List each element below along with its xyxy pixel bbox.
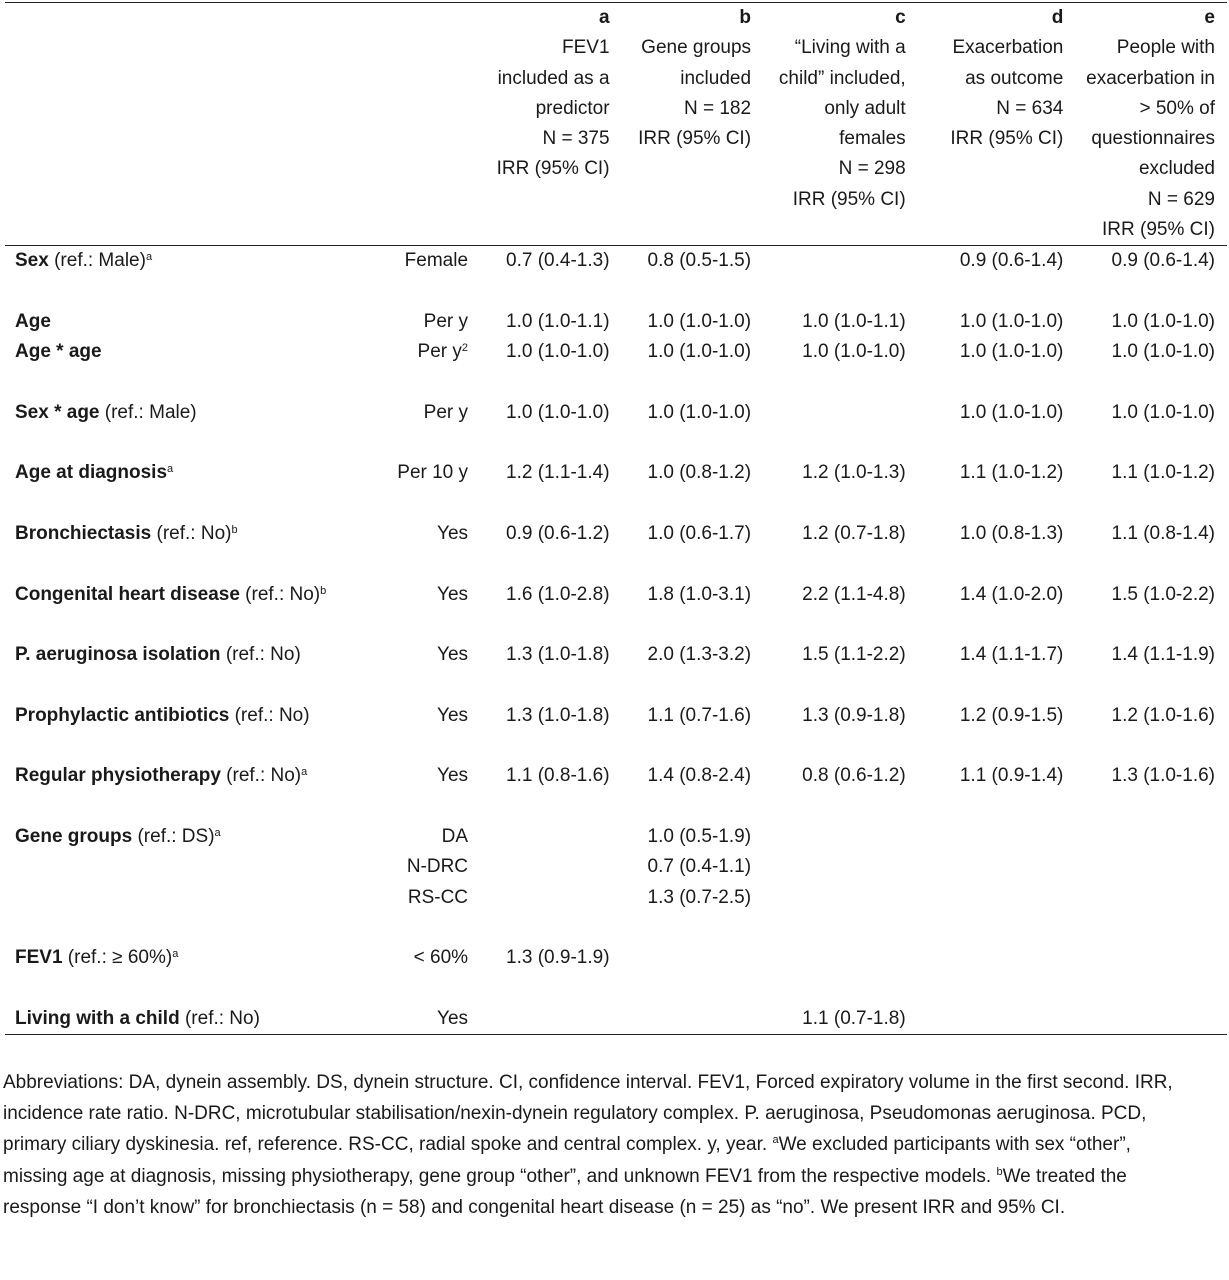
variable-cell	[5, 822, 369, 852]
value-cell-e: 1.1 (1.0-1.2)	[1111, 462, 1215, 484]
value-cell-c: 2.2 (1.1-4.8)	[802, 583, 906, 605]
value-cell-c	[763, 398, 918, 428]
value-cell-e	[1075, 883, 1227, 913]
value-cell-a: 1.1 (0.8-1.6)	[506, 765, 610, 787]
column-statistic: IRR (95% CI)	[950, 128, 1064, 150]
value-cell-c: 1.2 (0.7-1.8)	[802, 523, 906, 545]
level-label: Yes	[437, 765, 469, 787]
value-cell-e: 1.4 (1.1-1.9)	[1111, 644, 1215, 666]
value-cell-e	[1075, 943, 1227, 973]
value-cell-e: 1.0 (1.0-1.0)	[1111, 310, 1215, 332]
level-cell	[369, 580, 480, 610]
value-cell-b	[622, 1004, 764, 1035]
value-cell-b: 2.0 (1.3-3.2)	[647, 644, 752, 666]
column-sample-size: N = 182	[683, 97, 752, 119]
column-header-e	[1075, 3, 1227, 246]
value-cell-c	[763, 852, 918, 882]
level-label: Yes	[437, 1007, 469, 1029]
variable-name: Sex	[15, 250, 49, 272]
column-header-c	[763, 3, 918, 246]
value-cell-a: 1.0 (1.0-1.0)	[506, 401, 610, 423]
footnote-marker-b: b	[996, 1165, 1003, 1178]
footnote-marker: a	[145, 251, 153, 264]
level-cell	[369, 1004, 480, 1035]
level-label: RS-CC	[407, 886, 469, 908]
variable-name: Prophylactic antibiotics	[15, 704, 230, 726]
level-cell	[369, 822, 480, 852]
value-cell-a	[480, 883, 622, 913]
variable-name: Age	[15, 310, 51, 332]
value-cell-a: 1.2 (1.1-1.4)	[506, 462, 610, 484]
value-cell-d: 1.0 (0.8-1.3)	[959, 523, 1064, 545]
footnote-note-a: We excluded participants with sex “other”, missing age at diagnosis, missing physiotherapy, gene group “other”, and unknown FEV1 from the respective models.	[3, 1134, 1131, 1187]
variable-name: Congenital heart disease	[15, 583, 240, 605]
table-row	[5, 701, 1227, 731]
level-superscript: 2	[461, 342, 469, 355]
column-sample-size: N = 375	[542, 128, 610, 150]
value-cell-b: 0.7 (0.4-1.1)	[647, 856, 752, 878]
value-cell-b: 1.4 (0.8-2.4)	[647, 765, 752, 787]
value-cell-d	[918, 883, 1076, 913]
value-cell-a: 1.6 (1.0-2.8)	[506, 583, 610, 605]
level-label: Per 10 y	[397, 462, 469, 484]
value-cell-d: 1.2 (0.9-1.5)	[959, 704, 1064, 726]
variable-cell	[5, 398, 369, 428]
value-cell-b: 1.0 (0.8-1.2)	[647, 462, 752, 484]
variable-reference: (ref.: No)	[151, 523, 232, 545]
variable-cell	[5, 307, 369, 337]
value-cell-e: 1.0 (1.0-1.0)	[1111, 401, 1215, 423]
column-letter: a	[598, 7, 610, 28]
variable-cell	[5, 1004, 369, 1035]
variable-cell	[5, 458, 369, 488]
spacer-row	[5, 489, 1227, 519]
variable-reference: (ref.: Male)	[99, 401, 197, 423]
spacer-cell	[5, 489, 1227, 519]
spacer-row	[5, 368, 1227, 398]
spacer-row	[5, 671, 1227, 701]
variable-name: FEV1	[15, 947, 63, 969]
level-cell	[369, 701, 480, 731]
level-label: Per y	[423, 310, 469, 332]
table-row	[5, 1004, 1227, 1035]
column-statistic: IRR (95% CI)	[496, 158, 610, 180]
column-sample-size: N = 298	[838, 158, 906, 180]
variable-cell	[5, 761, 369, 791]
level-cell	[369, 519, 480, 549]
value-cell-d: 1.1 (0.9-1.4)	[959, 765, 1064, 787]
footnote-marker: a	[301, 766, 308, 779]
value-cell-b: 1.0 (0.5-1.9)	[647, 826, 752, 848]
spacer-cell	[5, 974, 1227, 1004]
level-label: Per y	[423, 401, 469, 423]
level-cell	[369, 307, 480, 337]
level-label: Female	[404, 250, 469, 272]
value-cell-e	[1075, 822, 1227, 852]
column-description: People with exacerbation in > 50% of questionnaires excluded	[1086, 37, 1215, 180]
table-row	[5, 337, 1227, 367]
variable-reference: (ref.: No)	[229, 704, 310, 726]
value-cell-c: 1.1 (0.7-1.8)	[763, 1004, 918, 1035]
spacer-row	[5, 428, 1227, 458]
value-cell-c: 1.3 (0.9-1.8)	[802, 704, 906, 726]
table-row	[5, 883, 1227, 913]
level-label: Per y	[417, 341, 462, 363]
results-table	[5, 2, 1227, 1035]
value-cell-e: 0.9 (0.6-1.4)	[1111, 250, 1215, 272]
table-row	[5, 852, 1227, 882]
variable-name: Age * age	[15, 341, 102, 363]
column-letter: e	[1204, 7, 1215, 28]
footnote-marker: a	[167, 463, 174, 476]
variable-name: Bronchiectasis	[15, 523, 152, 545]
footnote	[3, 1067, 1183, 1223]
value-cell-a: 1.0 (1.0-1.1)	[506, 310, 610, 332]
spacer-cell	[5, 428, 1227, 458]
value-cell-b: 1.8 (1.0-3.1)	[647, 583, 752, 605]
level-cell	[369, 398, 480, 428]
value-cell-c: 1.2 (1.0-1.3)	[802, 462, 906, 484]
variable-reference: (ref.: No)	[220, 765, 302, 787]
level-label: N-DRC	[406, 856, 469, 878]
value-cell-c: 1.0 (1.0-1.0)	[802, 341, 906, 363]
value-cell-d	[918, 943, 1076, 973]
column-description: Exacerbation as outcome	[952, 37, 1064, 89]
variable-name: Sex * age	[15, 401, 100, 423]
value-cell-a: 1.0 (1.0-1.0)	[506, 341, 610, 363]
table-row	[5, 580, 1227, 610]
table-row	[5, 943, 1227, 973]
value-cell-d: 1.0 (1.0-1.0)	[959, 310, 1064, 332]
value-cell-c: 1.5 (1.1-2.2)	[802, 644, 906, 666]
table-row	[5, 246, 1227, 277]
value-cell-c	[763, 943, 918, 973]
value-cell-b: 1.0 (1.0-1.0)	[647, 401, 752, 423]
variable-reference: (ref.: No)	[220, 644, 301, 666]
variable-cell	[5, 519, 369, 549]
header-blank	[369, 3, 480, 246]
level-cell	[369, 458, 480, 488]
value-cell-a	[480, 1004, 622, 1035]
column-letter: d	[1051, 7, 1064, 28]
value-cell-b: 1.0 (0.6-1.7)	[647, 523, 752, 545]
level-label: Yes	[437, 704, 469, 726]
footnote-abbreviations: Abbreviations: DA, dynein assembly. DS, dynein structure. CI, confidence interval. FEV1, Forced expiratory volume in the first second. IRR, incidence rate ratio. N-DRC, microtubular stabilisation/nexin-dynein regulatory complex. P. aeruginosa, Pseudomonas aeruginosa. PCD, primary ciliary dyskinesia. ref, reference. RS-CC, radial spoke and central complex. y, year.	[3, 1072, 1173, 1156]
level-cell	[369, 852, 480, 882]
value-cell-c: 0.8 (0.6-1.2)	[802, 765, 906, 787]
level-cell	[369, 883, 480, 913]
value-cell-e: 1.1 (0.8-1.4)	[1111, 523, 1215, 545]
variable-cell	[5, 852, 369, 882]
spacer-row	[5, 277, 1227, 307]
variable-name: Living with a child	[15, 1007, 180, 1029]
footnote-marker-a: a	[772, 1134, 779, 1147]
variable-cell	[5, 701, 369, 731]
value-cell-e: 1.0 (1.0-1.0)	[1111, 341, 1215, 363]
value-cell-a: 1.3 (1.0-1.8)	[506, 644, 610, 666]
spacer-cell	[5, 549, 1227, 579]
table-body	[5, 246, 1227, 1035]
header-row	[5, 3, 1227, 246]
variable-reference: (ref.: ≥ 60%)	[62, 947, 173, 969]
table-row	[5, 307, 1227, 337]
variable-reference: (ref.: No)	[179, 1007, 260, 1029]
footnote-marker: b	[320, 584, 327, 597]
value-cell-b: 1.0 (1.0-1.0)	[647, 310, 752, 332]
table-row	[5, 519, 1227, 549]
spacer-row	[5, 731, 1227, 761]
spacer-cell	[5, 792, 1227, 822]
spacer-cell	[5, 610, 1227, 640]
column-statistic: IRR (95% CI)	[638, 128, 752, 150]
variable-cell	[5, 883, 369, 913]
level-cell	[369, 246, 480, 277]
variable-reference: (ref.: No)	[239, 583, 321, 605]
value-cell-e: 1.5 (1.0-2.2)	[1111, 583, 1215, 605]
variable-name: Age at diagnosis	[15, 462, 168, 484]
variable-name: P. aeruginosa isolation	[15, 644, 221, 666]
column-header-a	[480, 3, 622, 246]
table-row	[5, 640, 1227, 670]
column-statistic: IRR (95% CI)	[792, 188, 906, 210]
value-cell-b	[622, 943, 764, 973]
spacer-cell	[5, 277, 1227, 307]
column-letter: c	[895, 7, 906, 28]
header-blank	[5, 3, 369, 246]
column-sample-size: N = 629	[1147, 188, 1215, 210]
level-cell	[369, 761, 480, 791]
spacer-cell	[5, 731, 1227, 761]
value-cell-d: 1.1 (1.0-1.2)	[959, 462, 1064, 484]
variable-name: Gene groups	[15, 826, 133, 848]
value-cell-a: 1.3 (1.0-1.8)	[506, 704, 610, 726]
table-row	[5, 761, 1227, 791]
variable-reference: (ref.: DS)	[132, 826, 215, 848]
value-cell-b: 1.0 (1.0-1.0)	[647, 341, 752, 363]
level-cell	[369, 337, 480, 367]
spacer-row	[5, 913, 1227, 943]
value-cell-d: 1.4 (1.0-2.0)	[959, 583, 1064, 605]
value-cell-d: 1.4 (1.1-1.7)	[959, 644, 1064, 666]
spacer-cell	[5, 671, 1227, 701]
value-cell-e	[1075, 852, 1227, 882]
value-cell-d: 1.0 (1.0-1.0)	[959, 401, 1064, 423]
table-row	[5, 458, 1227, 488]
value-cell-a: 0.9 (0.6-1.2)	[506, 523, 610, 545]
column-statistic: IRR (95% CI)	[1102, 219, 1215, 241]
value-cell-b: 1.3 (0.7-2.5)	[647, 886, 752, 908]
value-cell-a	[480, 822, 622, 852]
column-description: FEV1 included as a predictor	[497, 37, 610, 119]
level-label: DA	[441, 826, 469, 848]
value-cell-c	[763, 246, 918, 277]
variable-cell	[5, 943, 369, 973]
value-cell-b: 0.8 (0.5-1.5)	[647, 250, 752, 272]
variable-cell	[5, 580, 369, 610]
level-label: < 60%	[413, 947, 469, 969]
column-letter: b	[739, 7, 752, 28]
value-cell-e	[1075, 1004, 1227, 1035]
value-cell-c	[763, 822, 918, 852]
level-label: Yes	[437, 644, 469, 666]
spacer-row	[5, 549, 1227, 579]
spacer-cell	[5, 368, 1227, 398]
value-cell-e: 1.3 (1.0-1.6)	[1111, 765, 1215, 787]
spacer-row	[5, 610, 1227, 640]
footnote-marker: a	[172, 948, 179, 961]
value-cell-a: 0.7 (0.4-1.3)	[506, 250, 610, 272]
variable-reference: (ref.: Male)	[48, 250, 146, 272]
level-label: Yes	[437, 523, 469, 545]
footnote-marker: b	[231, 524, 238, 537]
value-cell-d: 0.9 (0.6-1.4)	[959, 250, 1064, 272]
value-cell-c: 1.0 (1.0-1.1)	[802, 310, 906, 332]
value-cell-b: 1.1 (0.7-1.6)	[647, 704, 752, 726]
value-cell-a: 1.3 (0.9-1.9)	[506, 947, 610, 969]
footnote-note-b: We treated the response “I don’t know” for bronchiectasis (n = 58) and congenital heart disease (n = 25) as “no”. We present IRR and 95% CI.	[3, 1165, 1127, 1218]
value-cell-d: 1.0 (1.0-1.0)	[959, 341, 1064, 363]
spacer-cell	[5, 913, 1227, 943]
variable-cell	[5, 337, 369, 367]
spacer-row	[5, 792, 1227, 822]
footnote-marker: a	[214, 827, 221, 840]
value-cell-e: 1.2 (1.0-1.6)	[1111, 704, 1215, 726]
table-row	[5, 822, 1227, 852]
column-header-b	[622, 3, 764, 246]
value-cell-d	[918, 1004, 1076, 1035]
column-sample-size: N = 634	[996, 97, 1064, 119]
variable-cell	[5, 246, 369, 277]
spacer-row	[5, 974, 1227, 1004]
level-cell	[369, 943, 480, 973]
table-row	[5, 398, 1227, 428]
value-cell-a	[480, 852, 622, 882]
column-description: “Living with a child” included, only adult females	[778, 37, 906, 150]
value-cell-c	[763, 883, 918, 913]
column-description: Gene groups included	[641, 37, 752, 89]
level-cell	[369, 640, 480, 670]
variable-cell	[5, 640, 369, 670]
level-label: Yes	[437, 583, 469, 605]
value-cell-d	[918, 822, 1076, 852]
variable-name: Regular physiotherapy	[15, 765, 221, 787]
value-cell-d	[918, 852, 1076, 882]
column-header-d	[918, 3, 1076, 246]
